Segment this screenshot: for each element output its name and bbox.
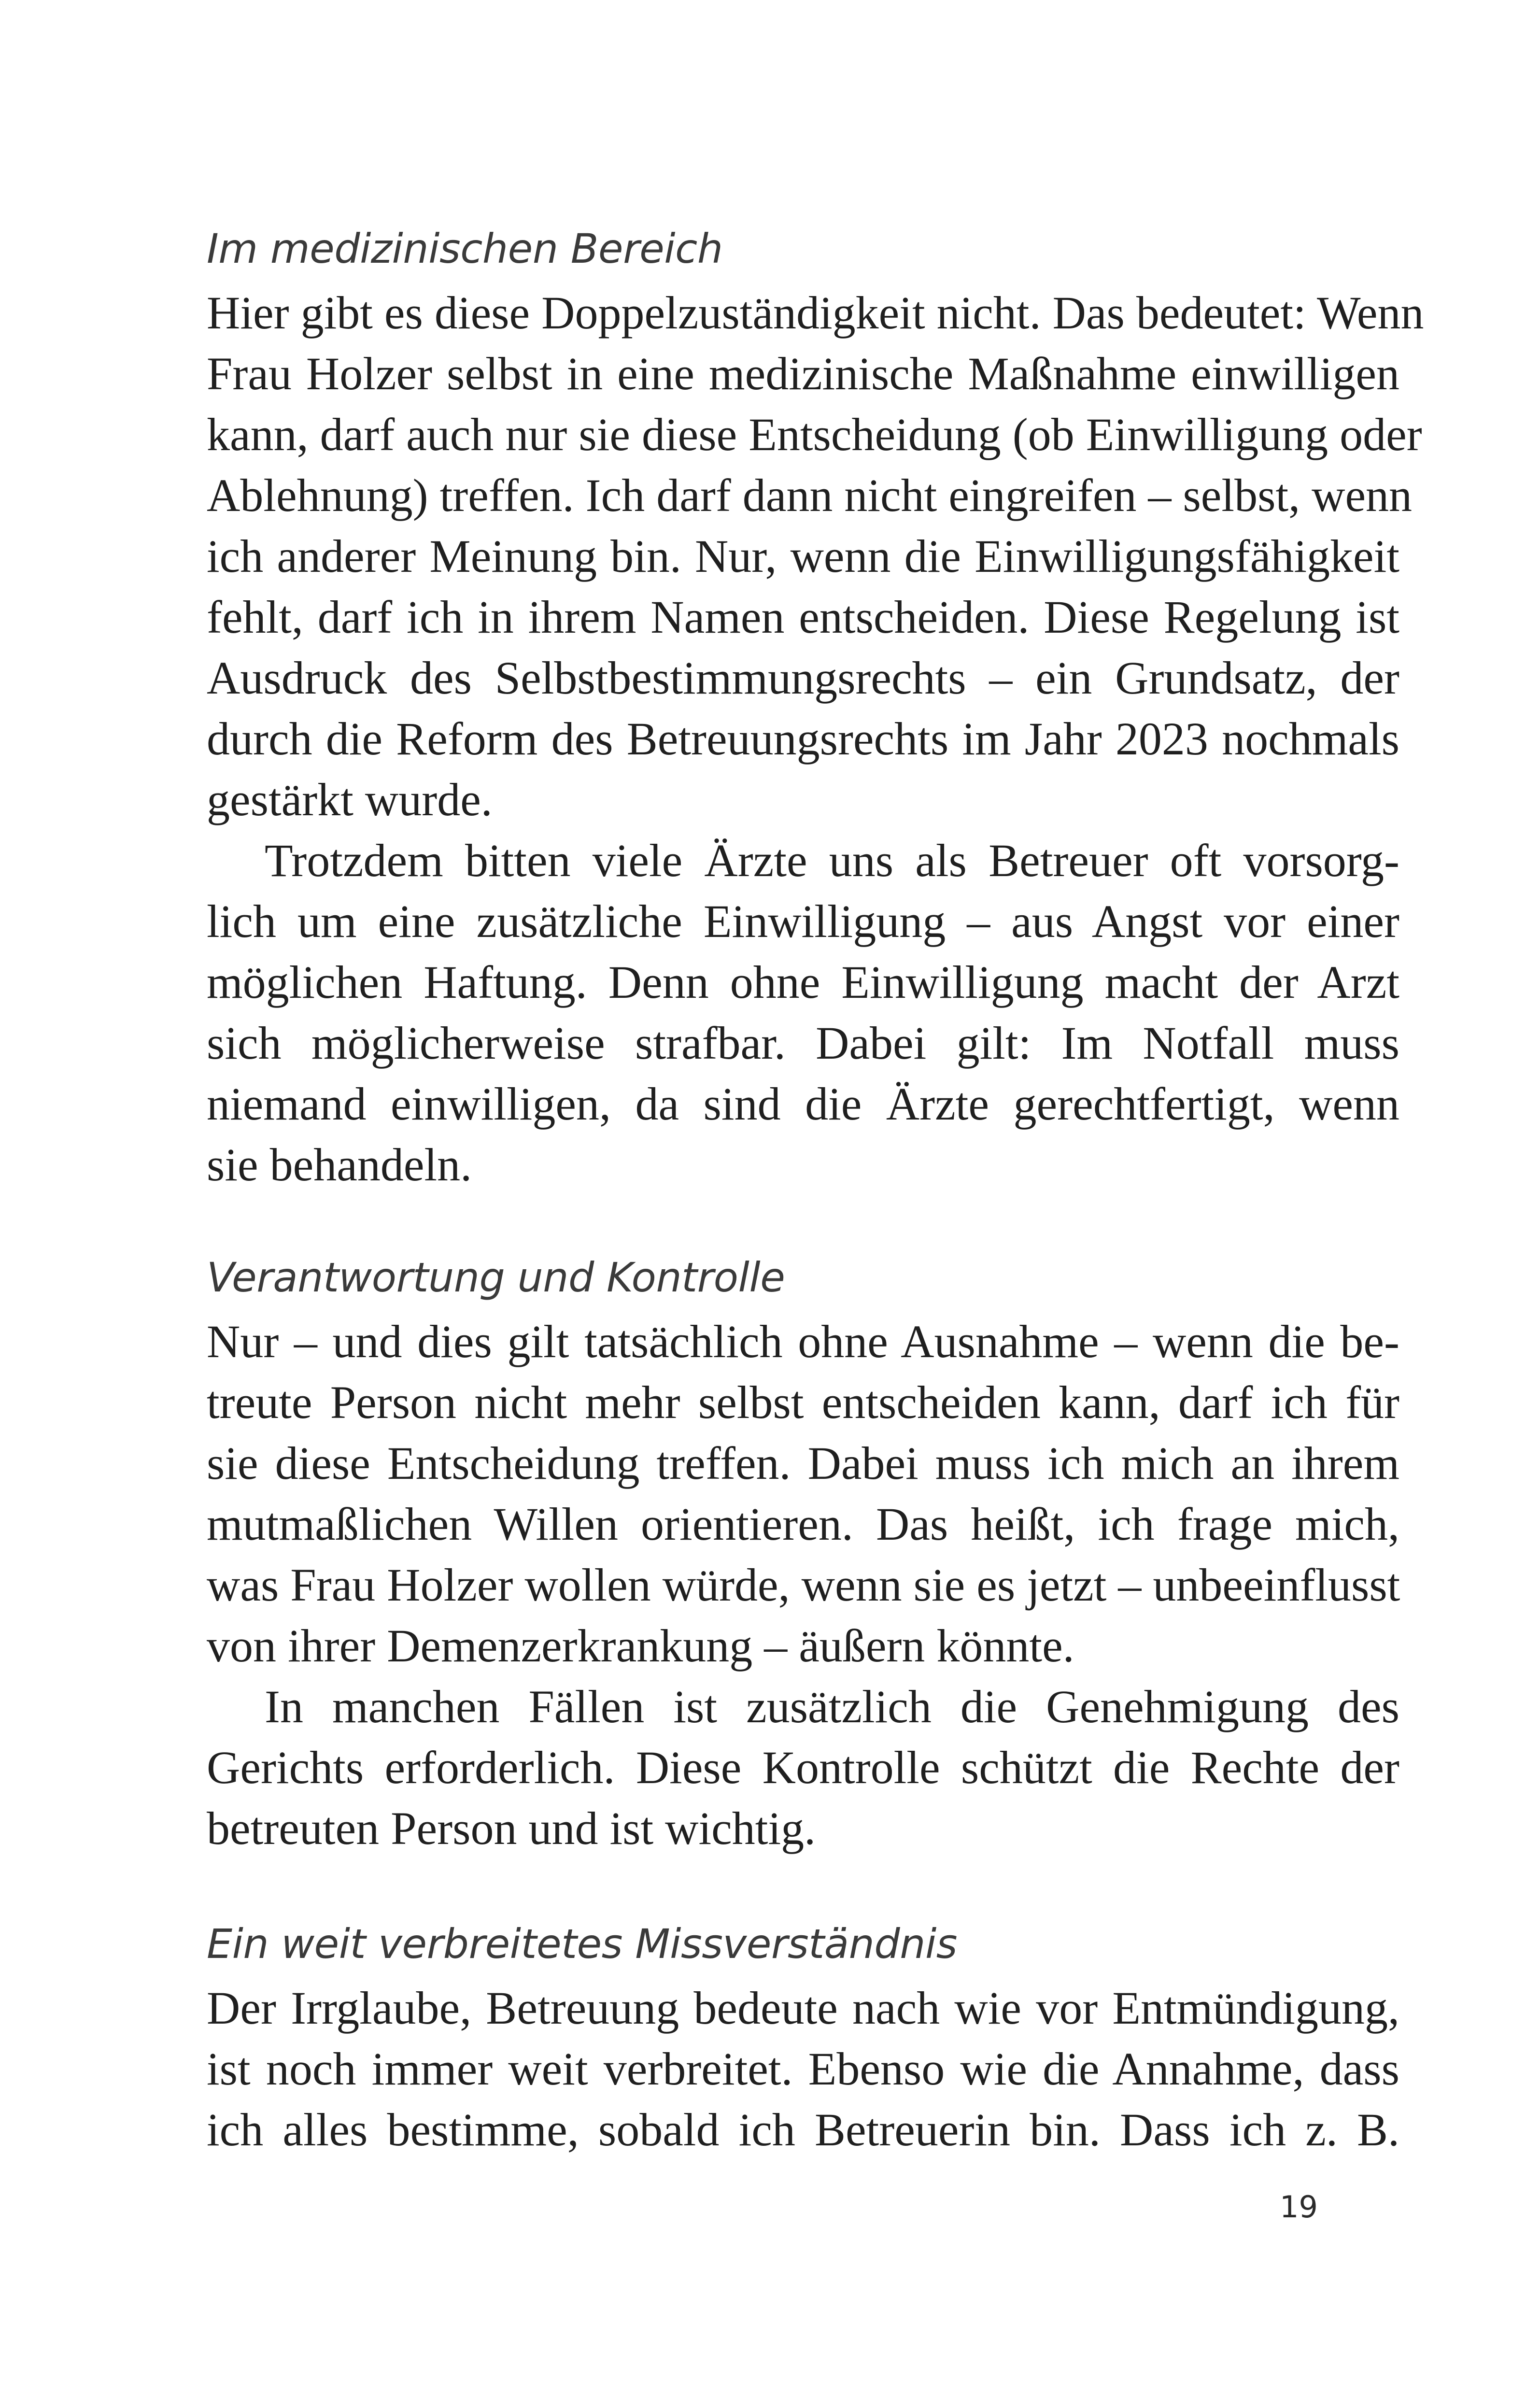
text-line: Nur – und dies gilt tatsächlich ohne Ausnahme – wenn die be-	[207, 1316, 1399, 1367]
section-heading-medical: Im medizinischen Bereich	[207, 225, 723, 272]
text-line: Frau Holzer selbst in eine medizinische Maßnahme einwilligen	[207, 348, 1399, 399]
text-line: mutmaßlichen Willen orientieren. Das heißt, ich frage mich,	[207, 1498, 1399, 1550]
text-line: Gerichts erforderlich. Diese Kontrolle schützt die Rechte der	[207, 1742, 1399, 1793]
text-line: sich möglicherweise strafbar. Dabei gilt: Im Notfall muss	[207, 1017, 1399, 1069]
text-line: ich anderer Meinung bin. Nur, wenn die Einwilligungsfähigkeit	[207, 530, 1399, 582]
text-line: von ihrer Demenzerkrankung – äußern könnte.	[207, 1620, 1074, 1672]
section-heading-misunderstanding: Ein weit verbreitetes Missverständnis	[207, 1920, 958, 1968]
text-line: sie diese Entscheidung treffen. Dabei muss ich mich an ihrem	[207, 1437, 1399, 1489]
text-line: Der Irrglaube, Betreuung bedeute nach wie vor Entmündigung,	[207, 1982, 1399, 2034]
text-line: kann, darf auch nur sie diese Entscheidung (ob Einwilligung oder	[207, 409, 1422, 460]
text-line: durch die Reform des Betreuungsrechts im Jahr 2023 nochmals	[207, 713, 1399, 765]
text-line: ist noch immer weit verbreitet. Ebenso wie die Annahme, dass	[207, 2043, 1399, 2095]
text-line: ich alles bestimme, sobald ich Betreuerin bin. Dass ich z. B.	[207, 2104, 1399, 2155]
page-number: 19	[1280, 2189, 1318, 2225]
text-line: In manchen Fällen ist zusätzlich die Genehmigung des	[265, 1681, 1399, 1732]
section-body-medical	[207, 283, 1424, 1195]
text-line: fehlt, darf ich in ihrem Namen entscheiden. Diese Regelung ist	[207, 591, 1399, 643]
text-line: Trotzdem bitten viele Ärzte uns als Betreuer oft vorsorg-	[265, 835, 1399, 886]
text-line: Hier gibt es diese Doppelzuständigkeit nicht. Das bedeutet: Wenn	[207, 287, 1424, 339]
text-line: was Frau Holzer wollen würde, wenn sie es jetzt – unbeeinflusst	[207, 1559, 1400, 1611]
section-heading-responsibility: Verantwortung und Kontrolle	[207, 1254, 785, 1301]
text-line: Ausdruck des Selbstbestimmungsrechts – ein Grundsatz, der	[207, 652, 1399, 704]
text-line: Ablehnung) treffen. Ich darf dann nicht eingreifen – selbst, wenn	[207, 469, 1413, 521]
text-line: sie behandeln.	[207, 1139, 472, 1191]
text-line: betreuten Person und ist wichtig.	[207, 1802, 816, 1854]
text-line: möglichen Haftung. Denn ohne Einwilligung macht der Arzt	[207, 956, 1399, 1008]
text-line: treute Person nicht mehr selbst entscheiden kann, darf ich für	[207, 1376, 1399, 1428]
text-line: niemand einwilligen, da sind die Ärzte gerechtfertigt, wenn	[207, 1078, 1399, 1130]
text-line: gestärkt wurde.	[207, 774, 493, 825]
section-body-misunderstanding	[207, 1978, 1399, 2160]
text-line: lich um eine zusätzliche Einwilligung – aus Angst vor einer	[207, 895, 1399, 947]
section-body-responsibility	[207, 1311, 1399, 1859]
